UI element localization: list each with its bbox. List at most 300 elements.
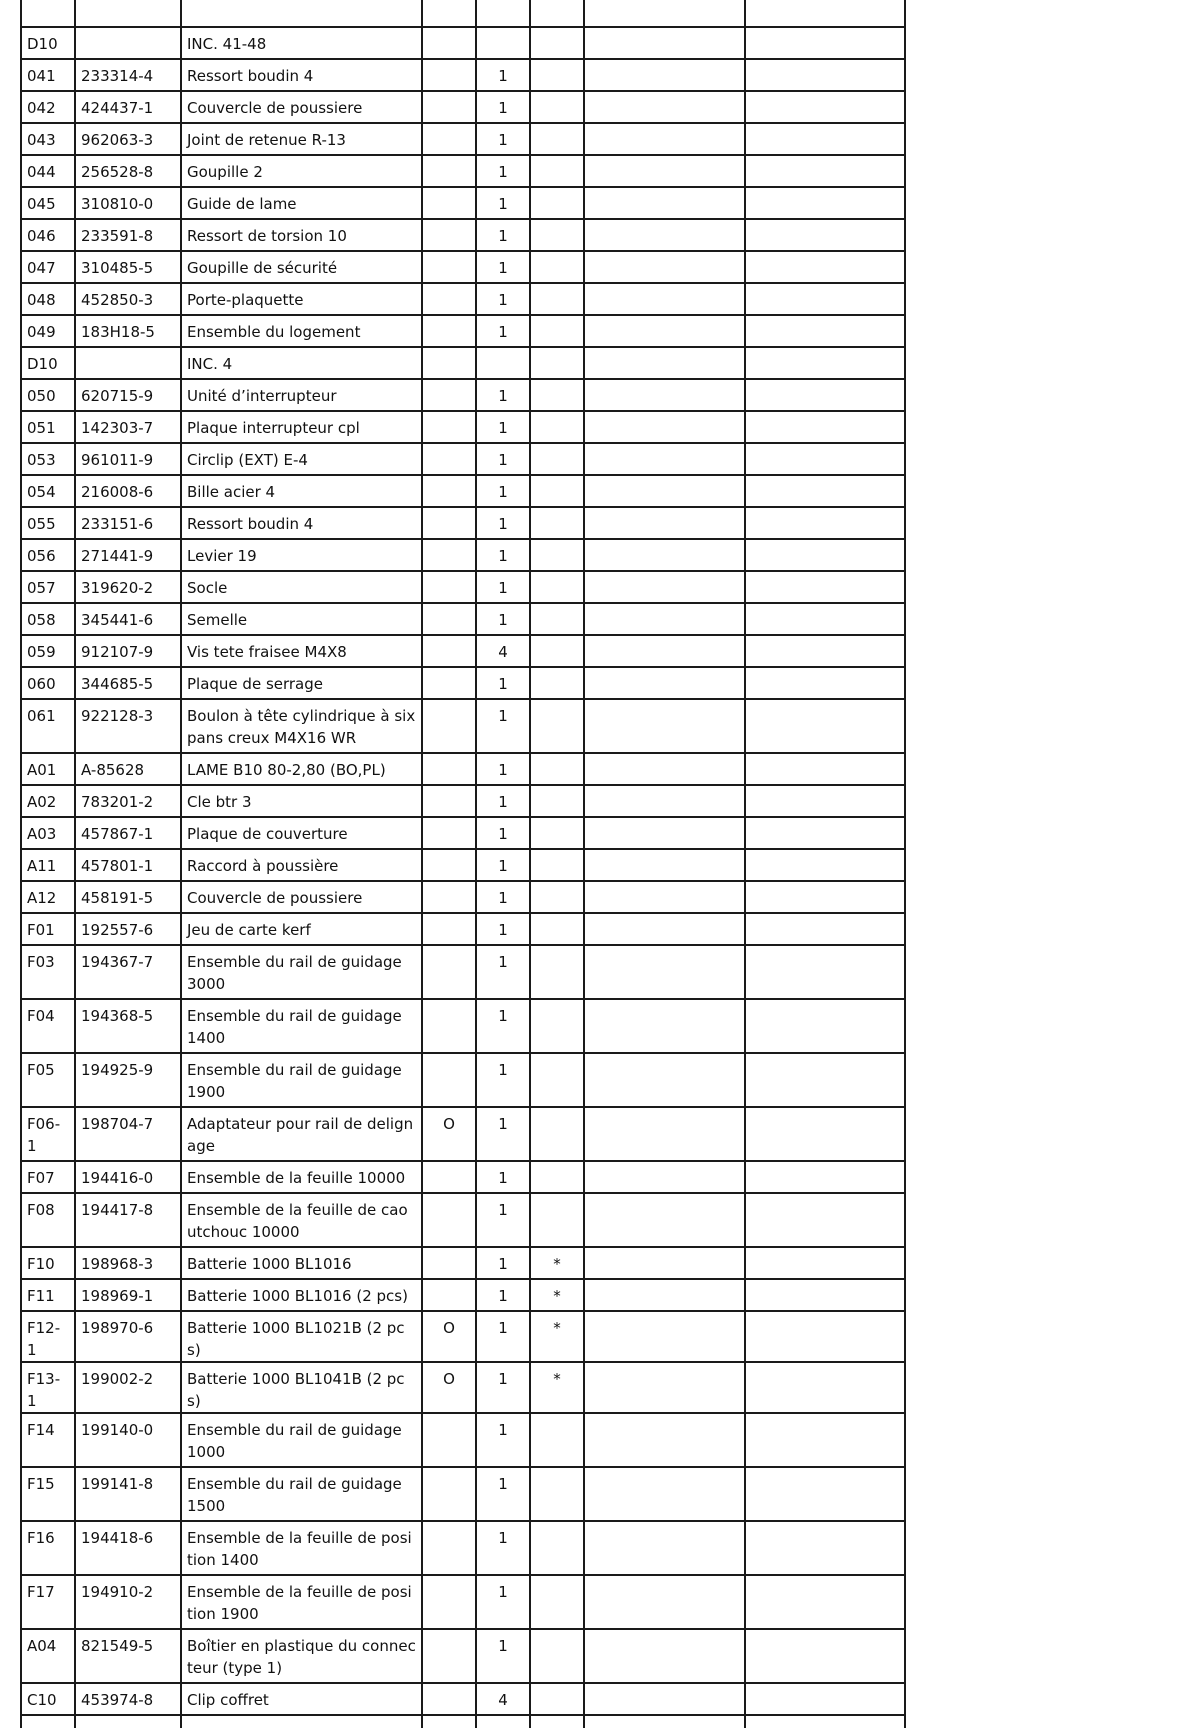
table-row bbox=[21, 881, 905, 913]
cell-ref-no: 057 bbox=[21, 571, 75, 603]
cell-ref-no: A03 bbox=[21, 817, 75, 849]
cell-quantity: 4 bbox=[476, 635, 530, 667]
cell-ref-no: 049 bbox=[21, 315, 75, 347]
cell-ref-no: 053 bbox=[21, 443, 75, 475]
cell-note-2 bbox=[745, 59, 905, 91]
cell-description: Ensemble du rail de guidage 1900 bbox=[181, 1053, 422, 1107]
cell-description: Vis tete fraisee M4X8 bbox=[181, 635, 422, 667]
cell-battery-mark bbox=[530, 881, 584, 913]
cell-note-2 bbox=[745, 667, 905, 699]
cell-optional-mark bbox=[422, 347, 476, 379]
cell-note bbox=[584, 1362, 745, 1413]
cell-part-no: 183H18-5 bbox=[75, 315, 181, 347]
cell-description: Circlip (EXT) E-4 bbox=[181, 443, 422, 475]
cell-note bbox=[584, 635, 745, 667]
cell-note bbox=[584, 1683, 745, 1715]
cell-quantity: 1 bbox=[476, 251, 530, 283]
cell-part-no: 912107-9 bbox=[75, 635, 181, 667]
cell-quantity: 1 bbox=[476, 1247, 530, 1279]
cell-description: Ensemble du rail de guidage 1400 bbox=[181, 999, 422, 1053]
table-row bbox=[21, 945, 905, 999]
cell-battery-mark bbox=[530, 539, 584, 571]
table-row bbox=[21, 251, 905, 283]
cell-quantity: 1 bbox=[476, 123, 530, 155]
table-row bbox=[21, 411, 905, 443]
cell-quantity: 1 bbox=[476, 785, 530, 817]
cell-note bbox=[584, 753, 745, 785]
cell-battery-mark bbox=[530, 849, 584, 881]
cell-battery-mark bbox=[530, 635, 584, 667]
cell-ref-no: A04 bbox=[21, 1629, 75, 1683]
cell-description: Ensemble du logement bbox=[181, 315, 422, 347]
cell-part-no: 310810-0 bbox=[75, 187, 181, 219]
table-row bbox=[21, 1575, 905, 1629]
cell-note bbox=[584, 59, 745, 91]
cell-description: Bille acier 4 bbox=[181, 475, 422, 507]
table-bottom-continuation bbox=[20, 1716, 976, 1728]
cell-note-2 bbox=[745, 1053, 905, 1107]
cell-description: INC. 41-48 bbox=[181, 27, 422, 59]
cell-battery-mark bbox=[530, 1161, 584, 1193]
cell-note bbox=[584, 1053, 745, 1107]
table-row bbox=[21, 443, 905, 475]
cell-note bbox=[584, 785, 745, 817]
cell-note-2 bbox=[745, 251, 905, 283]
cell-description: Ensemble de la feuille de caoutchouc 10000 bbox=[181, 1193, 422, 1247]
cell-description: Unité d’interrupteur bbox=[181, 379, 422, 411]
cell-ref-no: 047 bbox=[21, 251, 75, 283]
cell-description: Porte-plaquette bbox=[181, 283, 422, 315]
cell-note bbox=[584, 187, 745, 219]
cell-ref-no: F13-1 bbox=[21, 1362, 75, 1413]
cell-battery-mark bbox=[530, 187, 584, 219]
cell-battery-mark bbox=[530, 603, 584, 635]
cell-ref-no: 044 bbox=[21, 155, 75, 187]
cell-optional-mark bbox=[422, 945, 476, 999]
cell-description: Ressort boudin 4 bbox=[181, 507, 422, 539]
cell-quantity: 1 bbox=[476, 379, 530, 411]
cell-note bbox=[584, 1575, 745, 1629]
cell-part-no: 922128-3 bbox=[75, 699, 181, 753]
cell-note bbox=[584, 91, 745, 123]
cell-ref-no: 051 bbox=[21, 411, 75, 443]
table-row bbox=[21, 635, 905, 667]
cell-ref-no: F14 bbox=[21, 1413, 75, 1467]
cell-part-no: 198970-6 bbox=[75, 1311, 181, 1362]
cell-note-2 bbox=[745, 155, 905, 187]
cell-part-no: 452850-3 bbox=[75, 283, 181, 315]
cell-quantity: 1 bbox=[476, 475, 530, 507]
cell-battery-mark bbox=[530, 347, 584, 379]
cell-quantity: 1 bbox=[476, 1575, 530, 1629]
cell-part-no: 194925-9 bbox=[75, 1053, 181, 1107]
cell-note-2 bbox=[745, 881, 905, 913]
cell-note bbox=[584, 219, 745, 251]
cell-optional-mark bbox=[422, 1467, 476, 1521]
cell-optional-mark bbox=[422, 753, 476, 785]
cell-note-2 bbox=[745, 1279, 905, 1311]
cell-part-no: 345441-6 bbox=[75, 603, 181, 635]
cell-part-no: 344685-5 bbox=[75, 667, 181, 699]
cell-quantity: 1 bbox=[476, 219, 530, 251]
cell-note-2 bbox=[745, 1575, 905, 1629]
table-row bbox=[21, 1193, 905, 1247]
cell-note-2 bbox=[745, 315, 905, 347]
cell-optional-mark bbox=[422, 315, 476, 347]
cell-battery-mark bbox=[530, 1193, 584, 1247]
cell-battery-mark bbox=[530, 1053, 584, 1107]
cell-ref-no: F01 bbox=[21, 913, 75, 945]
cell-note bbox=[584, 881, 745, 913]
cell-note-2 bbox=[745, 999, 905, 1053]
cell-note-2 bbox=[745, 1362, 905, 1413]
cell-note bbox=[584, 411, 745, 443]
cell-quantity: 1 bbox=[476, 1107, 530, 1161]
cell-quantity: 1 bbox=[476, 411, 530, 443]
cell-battery-mark bbox=[530, 753, 584, 785]
cell-note bbox=[584, 699, 745, 753]
cell-ref-no: 045 bbox=[21, 187, 75, 219]
cell-quantity: 1 bbox=[476, 999, 530, 1053]
cell-description: Plaque de serrage bbox=[181, 667, 422, 699]
cell-battery-mark bbox=[530, 785, 584, 817]
cell-ref-no: 042 bbox=[21, 91, 75, 123]
cell-note-2 bbox=[745, 945, 905, 999]
cell-optional-mark bbox=[422, 913, 476, 945]
cell-part-no: 194416-0 bbox=[75, 1161, 181, 1193]
cell-description: Ensemble de la feuille de position 1900 bbox=[181, 1575, 422, 1629]
cell-note bbox=[584, 1629, 745, 1683]
cell-ref-no: 060 bbox=[21, 667, 75, 699]
cell-quantity: 1 bbox=[476, 1311, 530, 1362]
cell-optional-mark bbox=[422, 123, 476, 155]
cell-note-2 bbox=[745, 1521, 905, 1575]
cell-description: Jeu de carte kerf bbox=[181, 913, 422, 945]
cell-part-no: 194417-8 bbox=[75, 1193, 181, 1247]
cell-part-no: 194418-6 bbox=[75, 1521, 181, 1575]
cell-note bbox=[584, 817, 745, 849]
cell-description: Batterie 1000 BL1041B (2 pcs) bbox=[181, 1362, 422, 1413]
cell-ref-no: F06-1 bbox=[21, 1107, 75, 1161]
cell-optional-mark bbox=[422, 187, 476, 219]
cell-battery-mark bbox=[530, 59, 584, 91]
table-row bbox=[21, 1521, 905, 1575]
cell-quantity: 1 bbox=[476, 1193, 530, 1247]
table-row bbox=[21, 539, 905, 571]
cell-note-2 bbox=[745, 475, 905, 507]
table-row bbox=[21, 571, 905, 603]
cell-optional-mark: O bbox=[422, 1362, 476, 1413]
table-row bbox=[21, 379, 905, 411]
cell-part-no: 821549-5 bbox=[75, 1629, 181, 1683]
cell-ref-no: 056 bbox=[21, 539, 75, 571]
cell-note-2 bbox=[745, 753, 905, 785]
cell-description: Ressort de torsion 10 bbox=[181, 219, 422, 251]
cell-quantity: 1 bbox=[476, 155, 530, 187]
cell-battery-mark: * bbox=[530, 1247, 584, 1279]
cell-battery-mark bbox=[530, 507, 584, 539]
cell-optional-mark bbox=[422, 1683, 476, 1715]
cell-optional-mark bbox=[422, 635, 476, 667]
cell-optional-mark bbox=[422, 785, 476, 817]
cell-note-2 bbox=[745, 817, 905, 849]
cell-quantity: 1 bbox=[476, 1629, 530, 1683]
cell-battery-mark bbox=[530, 91, 584, 123]
cell-quantity: 1 bbox=[476, 1161, 530, 1193]
cell-battery-mark bbox=[530, 1575, 584, 1629]
table-row bbox=[21, 849, 905, 881]
cell-optional-mark bbox=[422, 1575, 476, 1629]
table-row bbox=[21, 913, 905, 945]
cell-ref-no: 061 bbox=[21, 699, 75, 753]
cell-quantity: 1 bbox=[476, 539, 530, 571]
cell-quantity: 4 bbox=[476, 1683, 530, 1715]
cell-battery-mark bbox=[530, 411, 584, 443]
cell-note bbox=[584, 507, 745, 539]
cell-quantity: 1 bbox=[476, 1053, 530, 1107]
table-row bbox=[21, 1311, 905, 1362]
cell-ref-no: F10 bbox=[21, 1247, 75, 1279]
cell-description: Guide de lame bbox=[181, 187, 422, 219]
cell-part-no: A-85628 bbox=[75, 753, 181, 785]
cell-part-no: 216008-6 bbox=[75, 475, 181, 507]
cell-note-2 bbox=[745, 123, 905, 155]
table-row bbox=[21, 59, 905, 91]
cell-part-no: 458191-5 bbox=[75, 881, 181, 913]
cell-ref-no: 055 bbox=[21, 507, 75, 539]
cell-note bbox=[584, 1467, 745, 1521]
cell-description: Socle bbox=[181, 571, 422, 603]
cell-note-2 bbox=[745, 347, 905, 379]
table-row bbox=[21, 1413, 905, 1467]
cell-battery-mark bbox=[530, 123, 584, 155]
cell-quantity: 1 bbox=[476, 1413, 530, 1467]
cell-note-2 bbox=[745, 507, 905, 539]
table-row bbox=[21, 817, 905, 849]
cell-optional-mark bbox=[422, 881, 476, 913]
table-row bbox=[21, 1053, 905, 1107]
cell-optional-mark bbox=[422, 667, 476, 699]
cell-optional-mark bbox=[422, 155, 476, 187]
cell-note-2 bbox=[745, 603, 905, 635]
cell-ref-no: 043 bbox=[21, 123, 75, 155]
cell-battery-mark bbox=[530, 251, 584, 283]
cell-optional-mark bbox=[422, 699, 476, 753]
cell-description: Batterie 1000 BL1016 (2 pcs) bbox=[181, 1279, 422, 1311]
cell-note-2 bbox=[745, 1161, 905, 1193]
cell-description: Boulon à tête cylindrique à six pans creux M4X16 WR bbox=[181, 699, 422, 753]
cell-optional-mark bbox=[422, 999, 476, 1053]
cell-description: Ensemble de la feuille 10000 bbox=[181, 1161, 422, 1193]
table-row bbox=[21, 785, 905, 817]
cell-battery-mark bbox=[530, 315, 584, 347]
cell-note-2 bbox=[745, 1629, 905, 1683]
cell-description: Ressort boudin 4 bbox=[181, 59, 422, 91]
cell-part-no: 457867-1 bbox=[75, 817, 181, 849]
cell-optional-mark bbox=[422, 219, 476, 251]
cell-optional-mark bbox=[422, 1161, 476, 1193]
cell-note bbox=[584, 999, 745, 1053]
cell-note-2 bbox=[745, 699, 905, 753]
cell-part-no bbox=[75, 27, 181, 59]
cell-description: Ensemble du rail de guidage 3000 bbox=[181, 945, 422, 999]
cell-optional-mark bbox=[422, 1521, 476, 1575]
cell-part-no: 192557-6 bbox=[75, 913, 181, 945]
parts-list-table bbox=[20, 26, 906, 1716]
cell-note bbox=[584, 443, 745, 475]
cell-note bbox=[584, 475, 745, 507]
cell-description: Boîtier en plastique du connecteur (type 1) bbox=[181, 1629, 422, 1683]
cell-battery-mark bbox=[530, 699, 584, 753]
cell-description: Ensemble du rail de guidage 1500 bbox=[181, 1467, 422, 1521]
cell-description: Adaptateur pour rail de delignage bbox=[181, 1107, 422, 1161]
cell-note-2 bbox=[745, 1107, 905, 1161]
cell-quantity: 1 bbox=[476, 667, 530, 699]
cell-description: Batterie 1000 BL1021B (2 pcs) bbox=[181, 1311, 422, 1362]
cell-note-2 bbox=[745, 913, 905, 945]
cell-battery-mark bbox=[530, 443, 584, 475]
cell-note-2 bbox=[745, 1193, 905, 1247]
cell-optional-mark bbox=[422, 1413, 476, 1467]
cell-note bbox=[584, 1107, 745, 1161]
cell-note bbox=[584, 1279, 745, 1311]
table-row bbox=[21, 315, 905, 347]
cell-optional-mark bbox=[422, 1053, 476, 1107]
table-row bbox=[21, 283, 905, 315]
table-row bbox=[21, 667, 905, 699]
cell-battery-mark bbox=[530, 945, 584, 999]
cell-quantity bbox=[476, 347, 530, 379]
cell-ref-no: 041 bbox=[21, 59, 75, 91]
cell-ref-no: 046 bbox=[21, 219, 75, 251]
cell-part-no: 142303-7 bbox=[75, 411, 181, 443]
parts-list-body bbox=[21, 27, 905, 1715]
cell-optional-mark bbox=[422, 539, 476, 571]
cell-ref-no: F12-1 bbox=[21, 1311, 75, 1362]
table-row bbox=[21, 475, 905, 507]
cell-note-2 bbox=[745, 1467, 905, 1521]
cell-part-no: 424437-1 bbox=[75, 91, 181, 123]
cell-ref-no: F17 bbox=[21, 1575, 75, 1629]
cell-battery-mark bbox=[530, 1467, 584, 1521]
cell-note bbox=[584, 27, 745, 59]
cell-battery-mark bbox=[530, 1521, 584, 1575]
cell-ref-no: 054 bbox=[21, 475, 75, 507]
cell-ref-no: F11 bbox=[21, 1279, 75, 1311]
cell-note-2 bbox=[745, 571, 905, 603]
cell-battery-mark: * bbox=[530, 1311, 584, 1362]
cell-note bbox=[584, 1413, 745, 1467]
cell-battery-mark bbox=[530, 475, 584, 507]
cell-note bbox=[584, 539, 745, 571]
cell-battery-mark bbox=[530, 219, 584, 251]
cell-part-no: 199140-0 bbox=[75, 1413, 181, 1467]
cell-quantity: 1 bbox=[476, 881, 530, 913]
cell-optional-mark bbox=[422, 443, 476, 475]
cell-part-no: 961011-9 bbox=[75, 443, 181, 475]
table-row bbox=[21, 1467, 905, 1521]
cell-quantity: 1 bbox=[476, 283, 530, 315]
cell-quantity: 1 bbox=[476, 187, 530, 219]
cell-description: LAME B10 80-2,80 (BO,PL) bbox=[181, 753, 422, 785]
cell-part-no: 319620-2 bbox=[75, 571, 181, 603]
cell-description: Ensemble du rail de guidage 1000 bbox=[181, 1413, 422, 1467]
cell-description: Couvercle de poussiere bbox=[181, 881, 422, 913]
cell-optional-mark bbox=[422, 411, 476, 443]
cell-optional-mark bbox=[422, 1279, 476, 1311]
cell-part-no: 233591-8 bbox=[75, 219, 181, 251]
cell-part-no: 194367-7 bbox=[75, 945, 181, 999]
cell-part-no: 233151-6 bbox=[75, 507, 181, 539]
cell-note-2 bbox=[745, 379, 905, 411]
cell-quantity: 1 bbox=[476, 507, 530, 539]
cell-quantity: 1 bbox=[476, 315, 530, 347]
cell-battery-mark bbox=[530, 817, 584, 849]
cell-ref-no: 058 bbox=[21, 603, 75, 635]
cell-optional-mark: O bbox=[422, 1107, 476, 1161]
cell-ref-no: F03 bbox=[21, 945, 75, 999]
cell-part-no: 783201-2 bbox=[75, 785, 181, 817]
cell-part-no: 271441-9 bbox=[75, 539, 181, 571]
cell-battery-mark bbox=[530, 1683, 584, 1715]
cell-description: Batterie 1000 BL1016 bbox=[181, 1247, 422, 1279]
cell-note bbox=[584, 1247, 745, 1279]
cell-note bbox=[584, 1521, 745, 1575]
cell-quantity: 1 bbox=[476, 1362, 530, 1413]
cell-ref-no: F08 bbox=[21, 1193, 75, 1247]
table-row bbox=[21, 1279, 905, 1311]
cell-note-2 bbox=[745, 1683, 905, 1715]
cell-optional-mark bbox=[422, 571, 476, 603]
cell-battery-mark bbox=[530, 999, 584, 1053]
cell-note bbox=[584, 251, 745, 283]
table-row bbox=[21, 999, 905, 1053]
table-row bbox=[21, 91, 905, 123]
cell-battery-mark bbox=[530, 1629, 584, 1683]
cell-note-2 bbox=[745, 539, 905, 571]
cell-part-no: 233314-4 bbox=[75, 59, 181, 91]
cell-note bbox=[584, 571, 745, 603]
cell-battery-mark bbox=[530, 1413, 584, 1467]
cell-optional-mark bbox=[422, 817, 476, 849]
cell-note-2 bbox=[745, 635, 905, 667]
cell-quantity: 1 bbox=[476, 571, 530, 603]
table-row bbox=[21, 603, 905, 635]
cell-note bbox=[584, 1193, 745, 1247]
cell-part-no: 310485-5 bbox=[75, 251, 181, 283]
cell-ref-no: F07 bbox=[21, 1161, 75, 1193]
cell-optional-mark bbox=[422, 283, 476, 315]
cell-note bbox=[584, 347, 745, 379]
cell-quantity: 1 bbox=[476, 945, 530, 999]
cell-description: Ensemble de la feuille de position 1400 bbox=[181, 1521, 422, 1575]
cell-note-2 bbox=[745, 443, 905, 475]
cell-battery-mark bbox=[530, 283, 584, 315]
cell-optional-mark bbox=[422, 475, 476, 507]
cell-ref-no: F15 bbox=[21, 1467, 75, 1521]
cell-ref-no: D10 bbox=[21, 27, 75, 59]
table-row bbox=[21, 123, 905, 155]
cell-ref-no: A12 bbox=[21, 881, 75, 913]
cell-optional-mark: O bbox=[422, 1311, 476, 1362]
cell-ref-no: C10 bbox=[21, 1683, 75, 1715]
cell-note-2 bbox=[745, 219, 905, 251]
cell-optional-mark bbox=[422, 1193, 476, 1247]
cell-note bbox=[584, 123, 745, 155]
cell-description: Clip coffret bbox=[181, 1683, 422, 1715]
cell-description: Semelle bbox=[181, 603, 422, 635]
cell-part-no bbox=[75, 347, 181, 379]
